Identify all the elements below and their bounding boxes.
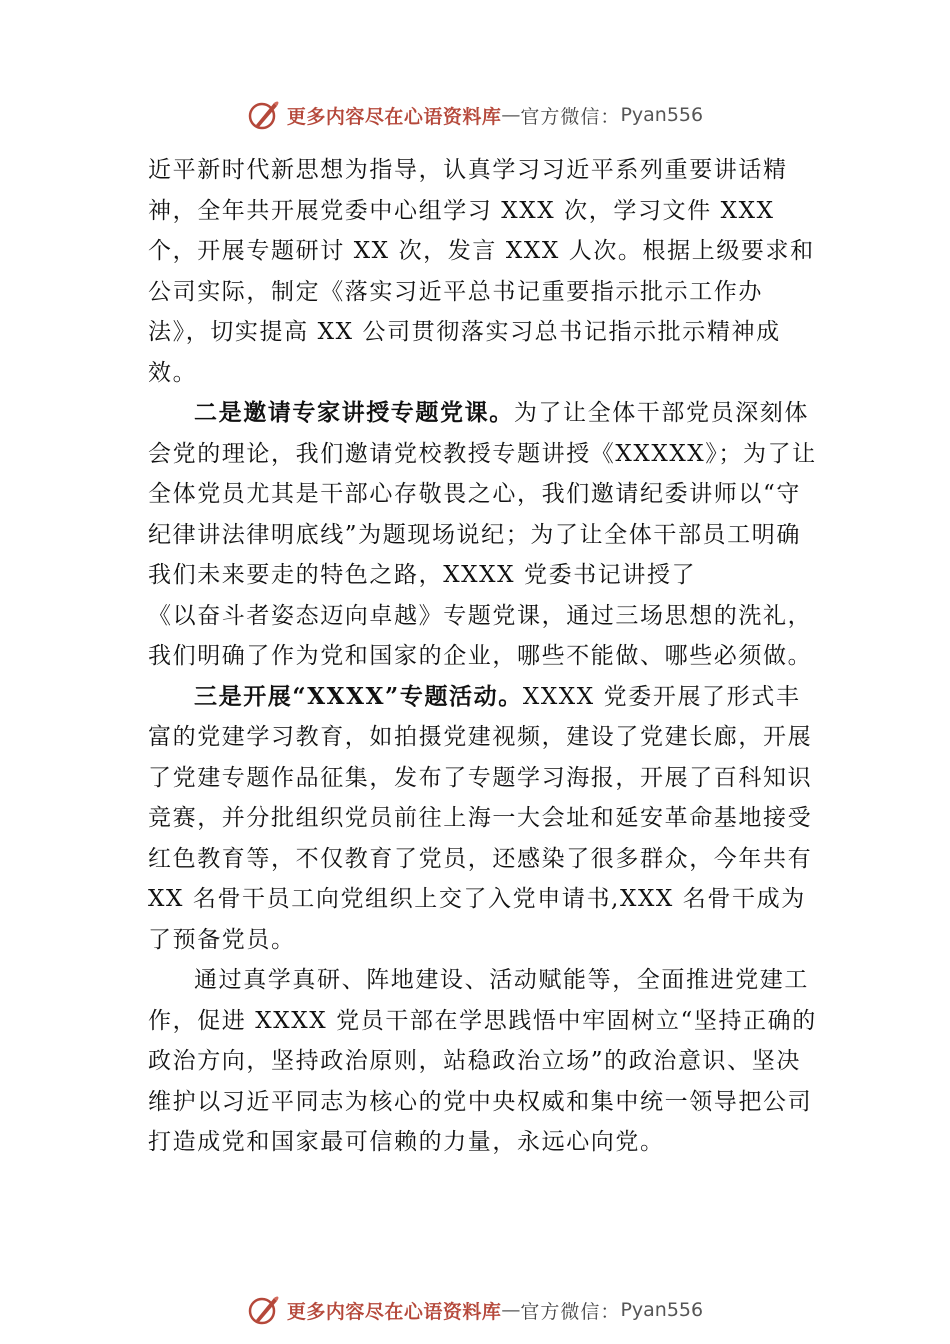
document-body [148, 150, 823, 1163]
banner-wechat-label: 官方微信： [520, 105, 621, 128]
header-banner [0, 95, 950, 135]
paragraph-2 [148, 393, 823, 596]
paragraph-2-heading: 二是邀请专家讲授专题党课。 [194, 399, 514, 426]
banner-wechat-label: 官方微信： [520, 1300, 621, 1323]
banner-separator: — [501, 1299, 521, 1321]
banner-brand: 更多内容尽在心语资料库 [286, 105, 502, 128]
paragraph-2-continued: 《以奋斗者姿态迈向卓越》专题党课，通过三场思想的洗礼，我们明确了作为党和国家的企业，哪些不能做、哪些必须做。 [148, 602, 813, 669]
banner-separator: — [501, 104, 521, 126]
paragraph-1: 近平新时代新思想为指导，认真学习习近平系列重要讲话精神，全年共开展党委中心组学习 XXX 次，学习文件 XXX 个，开展专题研讨 XX 次，发言 XXX 人次。根据上级要求和公司实际，制定《落实习近平总书记重要指示批示工作办法》，切实提高 XX 公司贯彻落实习总书记指示批示精神成效。 [148, 157, 815, 386]
paragraph-3-text: XXXX 党委开展了形式丰富的党建学习教育，如拍摄党建视频，建设了党建长廊，开展了党建专题作品征集，发布了专题学习海报，开展了百科知识竞赛，并分批组织党员前往上海一大会址和延安革命基地接受红色教育等，不仅教育了党员，还感染了很多群众，今年共有 XX 名骨干员工向党组织上交了入党申请书,XXX 名骨干成为了预备党员。 [148, 683, 813, 953]
paragraph-3-heading: 三是开展“XXXX”专题活动。 [194, 682, 523, 710]
paragraph-3 [148, 677, 823, 961]
banner-wechat-id: Pyan556 [620, 1299, 704, 1321]
quill-pen-logo-icon [247, 98, 281, 132]
paragraph-4: 通过真学真研、阵地建设、活动赋能等，全面推进党建工作，促进 XXXX 党员干部在学思践悟中牢固树立“坚持正确的政治方向，坚持政治原则，站稳政治立场”的政治意识、坚决维护以习近平同志为核心的党中央权威和集中统一领导把公司打造成党和国家最可信赖的力量，永远心向党。 [148, 967, 817, 1155]
banner-brand: 更多内容尽在心语资料库 [286, 1300, 502, 1323]
footer-banner [0, 1290, 950, 1330]
banner-wechat-id: Pyan556 [620, 104, 704, 126]
quill-pen-logo-icon [247, 1293, 281, 1327]
paragraph-2-text: 为了让全体干部党员深刻体会党的理论，我们邀请党校教授专题讲授《XXXXX》；为了让全体党员尤其是干部心存敬畏之心，我们邀请纪委讲师以“守纪律讲法律明底线”为题现场说纪；为了让全体干部员工明确我们未来要走的特色之路，XXXX 党委书记讲授了 [148, 400, 817, 588]
